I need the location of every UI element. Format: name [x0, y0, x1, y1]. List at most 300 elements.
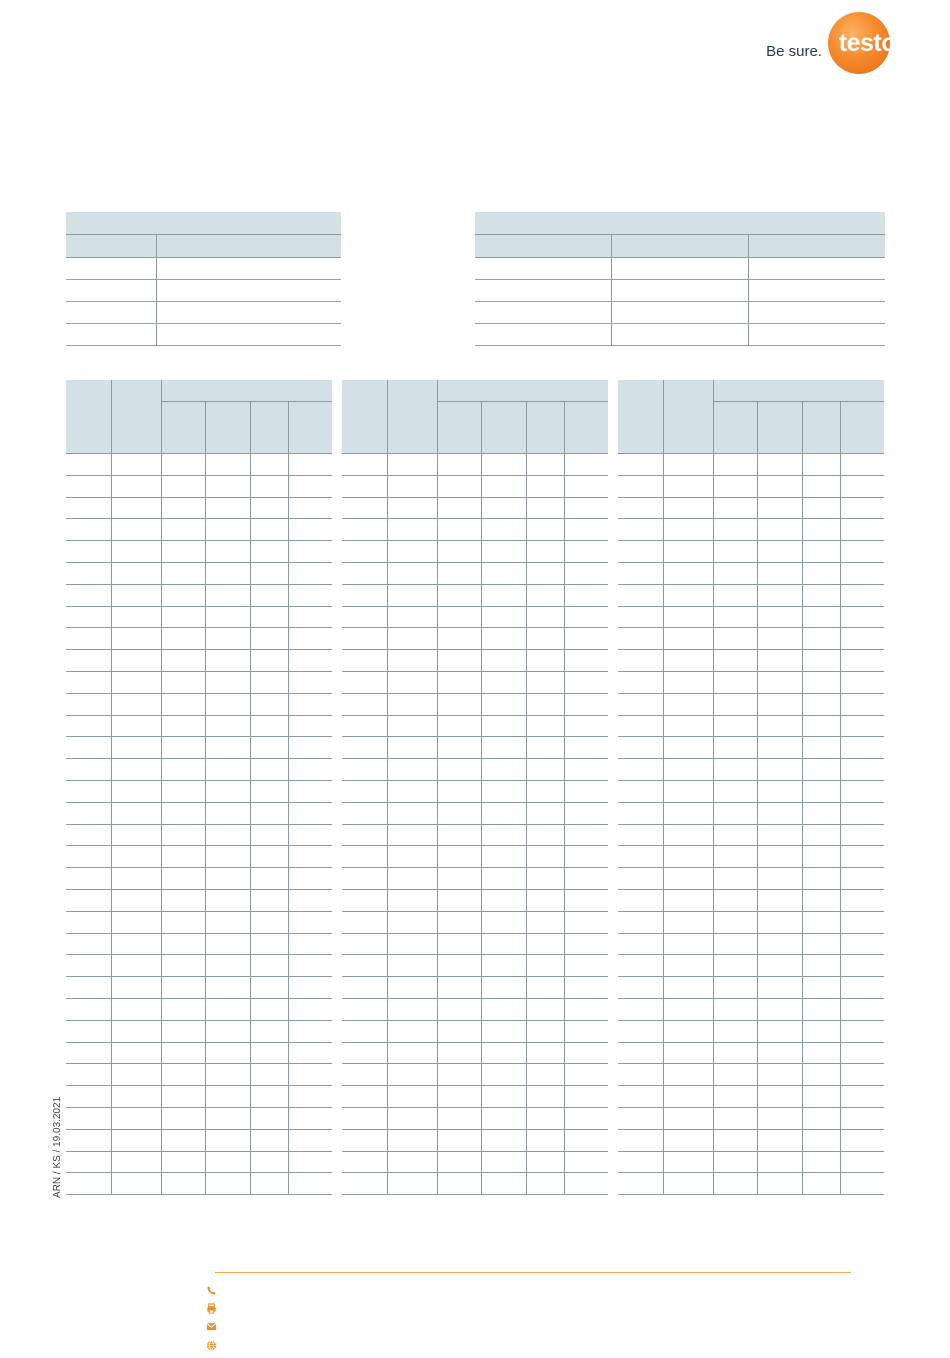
grid-cell[interactable] [802, 868, 840, 890]
grid-cell[interactable] [342, 475, 387, 497]
grid-cell[interactable] [342, 1107, 387, 1129]
grid-cell[interactable] [618, 715, 663, 737]
grid-cell[interactable] [564, 889, 608, 911]
grid-cell[interactable] [437, 497, 481, 519]
grid-cell[interactable] [840, 868, 884, 890]
grid-cell[interactable] [713, 1151, 757, 1173]
grid-cell[interactable] [481, 1129, 526, 1151]
grid-cell[interactable] [437, 998, 481, 1020]
grid-cell[interactable] [205, 650, 250, 672]
grid-cell[interactable] [342, 737, 387, 759]
grid-cell[interactable] [618, 671, 663, 693]
grid-cell[interactable] [840, 1107, 884, 1129]
grid-cell[interactable] [437, 650, 481, 672]
grid-cell[interactable] [161, 1064, 205, 1086]
grid-cell[interactable] [757, 824, 802, 846]
grid-cell[interactable] [802, 475, 840, 497]
grid-cell[interactable] [618, 780, 663, 802]
grid-cell[interactable] [205, 541, 250, 563]
grid-cell[interactable] [564, 1151, 608, 1173]
grid-cell[interactable] [437, 780, 481, 802]
grid-cell[interactable] [526, 802, 564, 824]
grid-cell[interactable] [618, 1042, 663, 1064]
grid-cell[interactable] [342, 650, 387, 672]
grid-cell[interactable] [288, 693, 332, 715]
grid-cell[interactable] [757, 759, 802, 781]
grid-cell[interactable] [618, 824, 663, 846]
grid-cell[interactable] [713, 1064, 757, 1086]
grid-cell[interactable] [840, 562, 884, 584]
grid-cell[interactable] [526, 868, 564, 890]
grid-cell[interactable] [564, 562, 608, 584]
grid-cell[interactable] [161, 759, 205, 781]
grid-cell[interactable] [526, 780, 564, 802]
grid-cell[interactable] [161, 1107, 205, 1129]
grid-cell[interactable] [757, 715, 802, 737]
grid-cell[interactable] [387, 1151, 437, 1173]
grid-cell[interactable] [618, 737, 663, 759]
grid-cell[interactable] [288, 650, 332, 672]
grid-cell[interactable] [288, 497, 332, 519]
grid-cell[interactable] [564, 1042, 608, 1064]
grid-cell[interactable] [481, 606, 526, 628]
grid-cell[interactable] [481, 693, 526, 715]
grid-cell[interactable] [618, 1064, 663, 1086]
grid-cell[interactable] [111, 454, 161, 476]
grid-cell[interactable] [342, 1151, 387, 1173]
grid-cell[interactable] [840, 628, 884, 650]
grid-cell[interactable] [840, 846, 884, 868]
grid-cell[interactable] [66, 541, 111, 563]
grid-cell[interactable] [437, 1107, 481, 1129]
grid-cell[interactable] [387, 1086, 437, 1108]
grid-cell[interactable] [526, 1173, 564, 1195]
grid-cell[interactable] [342, 1020, 387, 1042]
grid-cell[interactable] [757, 868, 802, 890]
grid-cell[interactable] [342, 1129, 387, 1151]
grid-cell[interactable] [757, 475, 802, 497]
grid-cell[interactable] [288, 911, 332, 933]
grid-cell[interactable] [437, 1151, 481, 1173]
grid-cell[interactable] [757, 889, 802, 911]
grid-cell[interactable] [757, 1151, 802, 1173]
grid-cell[interactable] [757, 780, 802, 802]
grid-cell[interactable] [840, 715, 884, 737]
grid-cell[interactable] [205, 955, 250, 977]
grid-cell[interactable] [161, 998, 205, 1020]
grid-cell[interactable] [205, 693, 250, 715]
grid-cell[interactable] [840, 606, 884, 628]
grid-cell[interactable] [288, 584, 332, 606]
grid-cell[interactable] [713, 715, 757, 737]
grid-cell[interactable] [840, 497, 884, 519]
grid-cell[interactable] [111, 519, 161, 541]
grid-cell[interactable] [713, 955, 757, 977]
grid-cell[interactable] [564, 824, 608, 846]
grid-cell[interactable] [205, 1086, 250, 1108]
grid-cell[interactable] [66, 1064, 111, 1086]
grid-cell[interactable] [205, 998, 250, 1020]
grid-cell[interactable] [288, 1129, 332, 1151]
grid-cell[interactable] [481, 650, 526, 672]
grid-cell[interactable] [757, 584, 802, 606]
grid-cell[interactable] [663, 693, 713, 715]
grid-cell[interactable] [288, 868, 332, 890]
grid-cell[interactable] [66, 584, 111, 606]
grid-cell[interactable] [526, 1107, 564, 1129]
grid-cell[interactable] [481, 780, 526, 802]
grid-cell[interactable] [342, 584, 387, 606]
grid-cell[interactable] [481, 519, 526, 541]
grid-cell[interactable] [840, 780, 884, 802]
info-cell[interactable] [156, 280, 341, 302]
grid-cell[interactable] [342, 868, 387, 890]
grid-cell[interactable] [111, 998, 161, 1020]
grid-cell[interactable] [564, 1107, 608, 1129]
grid-cell[interactable] [205, 846, 250, 868]
grid-cell[interactable] [840, 1129, 884, 1151]
grid-cell[interactable] [663, 475, 713, 497]
grid-cell[interactable] [437, 475, 481, 497]
grid-cell[interactable] [564, 868, 608, 890]
grid-cell[interactable] [342, 628, 387, 650]
grid-cell[interactable] [66, 889, 111, 911]
grid-cell[interactable] [802, 737, 840, 759]
grid-cell[interactable] [840, 584, 884, 606]
grid-cell[interactable] [342, 759, 387, 781]
grid-cell[interactable] [250, 475, 288, 497]
grid-cell[interactable] [437, 1086, 481, 1108]
grid-cell[interactable] [713, 759, 757, 781]
grid-cell[interactable] [840, 737, 884, 759]
grid-cell[interactable] [66, 846, 111, 868]
grid-cell[interactable] [618, 868, 663, 890]
grid-cell[interactable] [618, 1020, 663, 1042]
grid-cell[interactable] [288, 541, 332, 563]
grid-cell[interactable] [564, 628, 608, 650]
grid-cell[interactable] [481, 562, 526, 584]
grid-cell[interactable] [342, 671, 387, 693]
grid-cell[interactable] [840, 541, 884, 563]
grid-cell[interactable] [205, 584, 250, 606]
grid-cell[interactable] [250, 780, 288, 802]
grid-cell[interactable] [342, 889, 387, 911]
grid-cell[interactable] [111, 868, 161, 890]
grid-cell[interactable] [387, 911, 437, 933]
grid-cell[interactable] [437, 1064, 481, 1086]
grid-cell[interactable] [663, 933, 713, 955]
grid-cell[interactable] [618, 1151, 663, 1173]
grid-cell[interactable] [66, 824, 111, 846]
grid-cell[interactable] [387, 780, 437, 802]
info-cell[interactable] [748, 258, 885, 280]
grid-cell[interactable] [481, 1151, 526, 1173]
grid-cell[interactable] [387, 1129, 437, 1151]
grid-cell[interactable] [342, 693, 387, 715]
grid-cell[interactable] [481, 1020, 526, 1042]
grid-cell[interactable] [663, 824, 713, 846]
grid-cell[interactable] [288, 1064, 332, 1086]
grid-cell[interactable] [205, 911, 250, 933]
grid-cell[interactable] [802, 1173, 840, 1195]
grid-cell[interactable] [161, 780, 205, 802]
grid-cell[interactable] [437, 802, 481, 824]
grid-cell[interactable] [437, 737, 481, 759]
grid-cell[interactable] [618, 933, 663, 955]
grid-cell[interactable] [618, 1129, 663, 1151]
grid-cell[interactable] [437, 824, 481, 846]
grid-cell[interactable] [481, 628, 526, 650]
grid-cell[interactable] [663, 1086, 713, 1108]
grid-cell[interactable] [205, 889, 250, 911]
grid-cell[interactable] [526, 846, 564, 868]
grid-cell[interactable] [713, 737, 757, 759]
grid-cell[interactable] [161, 454, 205, 476]
grid-cell[interactable] [713, 780, 757, 802]
grid-cell[interactable] [481, 1173, 526, 1195]
grid-cell[interactable] [526, 562, 564, 584]
grid-cell[interactable] [757, 955, 802, 977]
grid-cell[interactable] [342, 933, 387, 955]
grid-cell[interactable] [840, 1086, 884, 1108]
grid-cell[interactable] [564, 1086, 608, 1108]
grid-cell[interactable] [526, 824, 564, 846]
grid-cell[interactable] [618, 650, 663, 672]
info-cell[interactable] [66, 280, 156, 302]
grid-cell[interactable] [250, 628, 288, 650]
grid-cell[interactable] [757, 977, 802, 999]
grid-cell[interactable] [840, 955, 884, 977]
grid-cell[interactable] [437, 1042, 481, 1064]
grid-cell[interactable] [802, 824, 840, 846]
grid-cell[interactable] [250, 1173, 288, 1195]
grid-cell[interactable] [564, 977, 608, 999]
grid-cell[interactable] [66, 933, 111, 955]
grid-cell[interactable] [564, 650, 608, 672]
grid-cell[interactable] [526, 955, 564, 977]
grid-cell[interactable] [205, 1129, 250, 1151]
grid-cell[interactable] [618, 562, 663, 584]
grid-cell[interactable] [437, 1020, 481, 1042]
grid-cell[interactable] [564, 998, 608, 1020]
grid-cell[interactable] [288, 562, 332, 584]
grid-cell[interactable] [713, 1173, 757, 1195]
grid-cell[interactable] [618, 998, 663, 1020]
grid-cell[interactable] [66, 454, 111, 476]
info-cell[interactable] [156, 258, 341, 280]
grid-cell[interactable] [663, 737, 713, 759]
grid-cell[interactable] [663, 671, 713, 693]
grid-cell[interactable] [66, 1042, 111, 1064]
grid-cell[interactable] [161, 1042, 205, 1064]
grid-cell[interactable] [288, 737, 332, 759]
grid-cell[interactable] [342, 1173, 387, 1195]
grid-cell[interactable] [387, 1107, 437, 1129]
grid-cell[interactable] [205, 1173, 250, 1195]
grid-cell[interactable] [840, 1020, 884, 1042]
grid-cell[interactable] [111, 737, 161, 759]
grid-cell[interactable] [111, 650, 161, 672]
grid-cell[interactable] [387, 562, 437, 584]
grid-cell[interactable] [840, 1042, 884, 1064]
grid-cell[interactable] [288, 1020, 332, 1042]
grid-cell[interactable] [481, 497, 526, 519]
grid-cell[interactable] [387, 802, 437, 824]
grid-cell[interactable] [713, 1020, 757, 1042]
grid-cell[interactable] [161, 519, 205, 541]
grid-cell[interactable] [526, 715, 564, 737]
grid-cell[interactable] [66, 628, 111, 650]
grid-cell[interactable] [802, 1042, 840, 1064]
grid-cell[interactable] [757, 541, 802, 563]
grid-cell[interactable] [840, 824, 884, 846]
grid-cell[interactable] [66, 911, 111, 933]
grid-cell[interactable] [111, 1086, 161, 1108]
grid-cell[interactable] [618, 454, 663, 476]
grid-cell[interactable] [663, 1151, 713, 1173]
grid-cell[interactable] [713, 1107, 757, 1129]
grid-cell[interactable] [387, 1020, 437, 1042]
grid-cell[interactable] [387, 1173, 437, 1195]
grid-cell[interactable] [757, 693, 802, 715]
grid-cell[interactable] [205, 497, 250, 519]
grid-cell[interactable] [663, 1042, 713, 1064]
grid-cell[interactable] [663, 519, 713, 541]
grid-cell[interactable] [526, 737, 564, 759]
grid-cell[interactable] [802, 1129, 840, 1151]
grid-cell[interactable] [437, 541, 481, 563]
grid-cell[interactable] [161, 715, 205, 737]
grid-cell[interactable] [66, 475, 111, 497]
grid-cell[interactable] [618, 541, 663, 563]
grid-cell[interactable] [66, 977, 111, 999]
grid-cell[interactable] [618, 519, 663, 541]
grid-cell[interactable] [481, 454, 526, 476]
grid-cell[interactable] [526, 519, 564, 541]
grid-cell[interactable] [66, 780, 111, 802]
grid-cell[interactable] [111, 606, 161, 628]
grid-cell[interactable] [288, 1107, 332, 1129]
grid-cell[interactable] [387, 584, 437, 606]
grid-cell[interactable] [437, 584, 481, 606]
grid-cell[interactable] [342, 998, 387, 1020]
grid-cell[interactable] [111, 1173, 161, 1195]
grid-cell[interactable] [713, 650, 757, 672]
grid-cell[interactable] [802, 1020, 840, 1042]
grid-cell[interactable] [205, 802, 250, 824]
grid-cell[interactable] [840, 475, 884, 497]
grid-cell[interactable] [802, 1151, 840, 1173]
grid-cell[interactable] [481, 759, 526, 781]
grid-cell[interactable] [526, 977, 564, 999]
grid-cell[interactable] [663, 868, 713, 890]
grid-cell[interactable] [840, 911, 884, 933]
grid-cell[interactable] [713, 933, 757, 955]
grid-cell[interactable] [111, 955, 161, 977]
grid-cell[interactable] [387, 497, 437, 519]
grid-cell[interactable] [250, 802, 288, 824]
grid-cell[interactable] [481, 541, 526, 563]
grid-cell[interactable] [342, 1064, 387, 1086]
grid-cell[interactable] [288, 1042, 332, 1064]
grid-cell[interactable] [387, 955, 437, 977]
grid-cell[interactable] [757, 628, 802, 650]
grid-cell[interactable] [840, 519, 884, 541]
grid-cell[interactable] [66, 1151, 111, 1173]
grid-cell[interactable] [387, 977, 437, 999]
grid-cell[interactable] [564, 497, 608, 519]
grid-cell[interactable] [387, 650, 437, 672]
grid-cell[interactable] [250, 955, 288, 977]
grid-cell[interactable] [387, 759, 437, 781]
grid-cell[interactable] [437, 977, 481, 999]
grid-cell[interactable] [663, 1173, 713, 1195]
grid-cell[interactable] [205, 1064, 250, 1086]
grid-cell[interactable] [526, 606, 564, 628]
grid-cell[interactable] [161, 562, 205, 584]
grid-cell[interactable] [437, 562, 481, 584]
grid-cell[interactable] [618, 889, 663, 911]
grid-cell[interactable] [663, 759, 713, 781]
grid-cell[interactable] [205, 1107, 250, 1129]
grid-cell[interactable] [564, 715, 608, 737]
grid-cell[interactable] [387, 1042, 437, 1064]
grid-cell[interactable] [288, 977, 332, 999]
grid-cell[interactable] [205, 1151, 250, 1173]
grid-cell[interactable] [342, 497, 387, 519]
grid-cell[interactable] [663, 1020, 713, 1042]
grid-cell[interactable] [757, 650, 802, 672]
grid-cell[interactable] [161, 889, 205, 911]
grid-cell[interactable] [250, 998, 288, 1020]
grid-cell[interactable] [387, 824, 437, 846]
grid-cell[interactable] [66, 737, 111, 759]
grid-cell[interactable] [437, 671, 481, 693]
grid-cell[interactable] [526, 454, 564, 476]
grid-cell[interactable] [757, 1129, 802, 1151]
grid-cell[interactable] [840, 889, 884, 911]
grid-cell[interactable] [802, 911, 840, 933]
grid-cell[interactable] [526, 584, 564, 606]
grid-cell[interactable] [66, 671, 111, 693]
grid-cell[interactable] [161, 650, 205, 672]
grid-cell[interactable] [161, 1129, 205, 1151]
grid-cell[interactable] [663, 911, 713, 933]
grid-cell[interactable] [250, 715, 288, 737]
grid-cell[interactable] [564, 1020, 608, 1042]
grid-cell[interactable] [564, 955, 608, 977]
grid-cell[interactable] [111, 911, 161, 933]
grid-cell[interactable] [618, 955, 663, 977]
grid-cell[interactable] [564, 606, 608, 628]
grid-cell[interactable] [526, 1151, 564, 1173]
grid-cell[interactable] [802, 998, 840, 1020]
grid-cell[interactable] [288, 824, 332, 846]
grid-cell[interactable] [111, 671, 161, 693]
grid-cell[interactable] [250, 671, 288, 693]
info-cell[interactable] [66, 258, 156, 280]
grid-cell[interactable] [205, 933, 250, 955]
grid-cell[interactable] [663, 780, 713, 802]
grid-cell[interactable] [387, 1064, 437, 1086]
grid-cell[interactable] [111, 889, 161, 911]
grid-cell[interactable] [205, 562, 250, 584]
grid-cell[interactable] [663, 889, 713, 911]
grid-cell[interactable] [387, 628, 437, 650]
grid-cell[interactable] [564, 475, 608, 497]
grid-cell[interactable] [564, 802, 608, 824]
grid-cell[interactable] [387, 475, 437, 497]
